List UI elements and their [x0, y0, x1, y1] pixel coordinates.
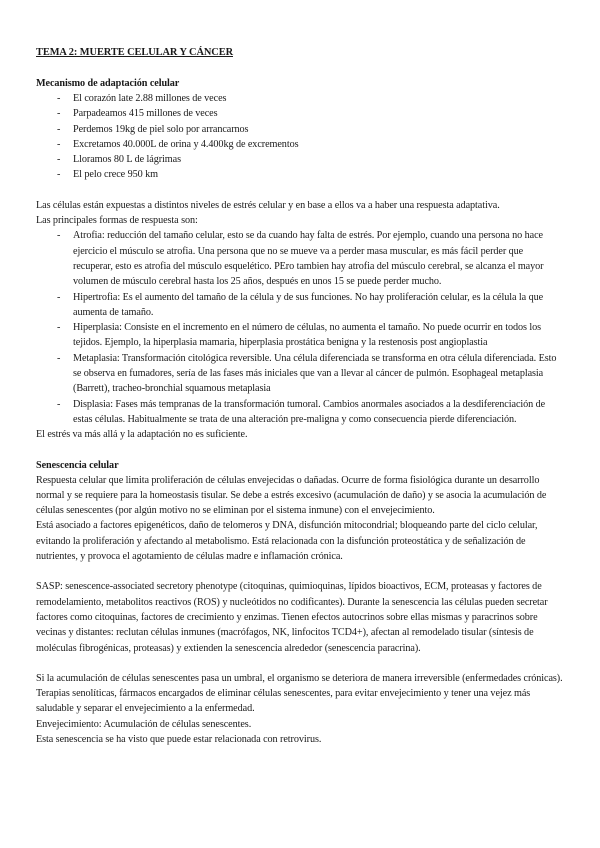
paragraph: Envejecimiento: Acumulación de células senescentes. — [36, 718, 252, 730]
list-item: - Hipertrofia: Es el aumento del tamaño de la célula y de sus funciones. No hay proliferación celular, es la célula la que aumenta de tamaño. — [57, 290, 564, 321]
paragraph: Las células están expuestas a distintos niveles de estrés celular y en base a ellos va a haber una respuesta adaptativa. — [36, 199, 500, 211]
list-item: - Metaplasia: Transformación citológica reversible. Una célula diferenciada se transforma en otra célula diferenciada. Esto se observa en fumadores, sería de las fases más iniciales que van a llevar al cáncer de pulmón. Esophageal metaplasia (Barrett), tracheo-bronchial squamous metaplasia — [57, 351, 564, 397]
responses-list — [36, 228, 564, 427]
paragraph: Si la acumulación de células senescentes pasa un umbral, el organismo se deteriora de manera irreversible (enfermedades crónicas). Terapias senolíticas, fármacos encargados de eliminar células senescentes, para evitar envejecimiento y tener una vejez más saludable y separar el envejecimiento a la enfermedad. — [36, 672, 563, 715]
list-item: - El pelo crece 950 km — [57, 167, 564, 182]
paragraph: Respuesta celular que limita proliferación de células envejecidas o dañadas. Ocurre de forma fisiológica durante un desarrollo normal y se requiere para la homeostasis tisular. Se debe a estrés excesivo (acumulación de daño) y se asocia la acumulación de células senescentes (por algún motivo no se eliminan por el sistema inmune) con el envejecimiento. — [36, 474, 547, 517]
document-title: TEMA 2: MUERTE CELULAR Y CÁNCER — [36, 47, 233, 58]
list-item: - Parpadeamos 415 millones de veces — [57, 106, 564, 121]
facts-list — [36, 91, 564, 183]
section-heading-senescence: Senescencia celular — [36, 459, 119, 471]
paragraph: SASP: senescence-associated secretory phenotype (citoquinas, quimioquinas, lípidos bioactivos, ECM, proteasas y factores de remodelamiento, metabolitos reactivos (ROS) y nucleótidos no codificantes). Durante la senescencia las células pueden secretar factores como citoquinas, factores de crecimiento y enzimas. Tienen efectos autocrinos sobre ellas mismas y paracrinos sobre vecinas y distantes: reclutan células inmunes (macrófagos, NK, linfocitos TCD4+), afectan al remodelado tisular (síntesis de moléculas fibrogénicas, proteasas) y extienden la senescencia alrededor (senescencia paracrina). — [36, 581, 548, 654]
paragraph: El estrés va más allá y la adaptación no es suficiente. — [36, 429, 248, 441]
list-item: - Perdemos 19kg de piel solo por arrancarnos — [57, 122, 564, 137]
list-item: - Hiperplasia: Consiste en el incremento en el número de células, no aumenta el tamaño. No puede ocurrir en todos los tejidos. Ejemplo, la hiperplasia mamaria, hiperplasia prostática benigna y la restenosis post angioplastia — [57, 320, 564, 351]
paragraph: Las principales formas de respuesta son: — [36, 215, 198, 227]
section-heading-adaptation: Mecanismo de adaptación celular — [36, 78, 180, 89]
list-item: - Lloramos 80 L de lágrimas — [57, 152, 564, 167]
paragraph: Esta senescencia se ha visto que puede estar relacionada con retrovirus. — [36, 733, 322, 745]
list-item: - Excretamos 40.000L de orina y 4.400kg de excrementos — [57, 137, 564, 152]
paragraph: Está asociado a factores epigenéticos, daño de telomeros y DNA, disfunción mitocondrial; bloqueando parte del ciclo celular, evitando la proliferación y afectando al metabolismo. Está relacionada con la disfunción proteostática y de señalización de nutrientes, y provoca el agotamiento de células madre e inflamación crónica. — [36, 520, 538, 563]
list-item: - Displasia: Fases más tempranas de la transformación tumoral. Cambios anormales asociados a la desdiferenciación de estas células. Habitualmente se trata de una alteración pre-maligna y como consecuencia pierde diferenciación. — [57, 397, 564, 428]
list-item: - Atrofia: reducción del tamaño celular, esto se da cuando hay falta de estrés. Por ejemplo, cuando una persona no hace ejercicio el músculo se atrofia. Una persona que no se mueve va a perder masa muscular, es más fácil perder que recuperar, esto es atrofia del músculo esquelético. PEro tambien hay atrofia del músculo cerebral, se alcanza el mayor volumen de músculo cerebral hasta los 25 años, después en unos 15 se puede perder mucho. — [57, 228, 564, 289]
list-item: - El corazón late 2.88 millones de veces — [57, 91, 564, 106]
